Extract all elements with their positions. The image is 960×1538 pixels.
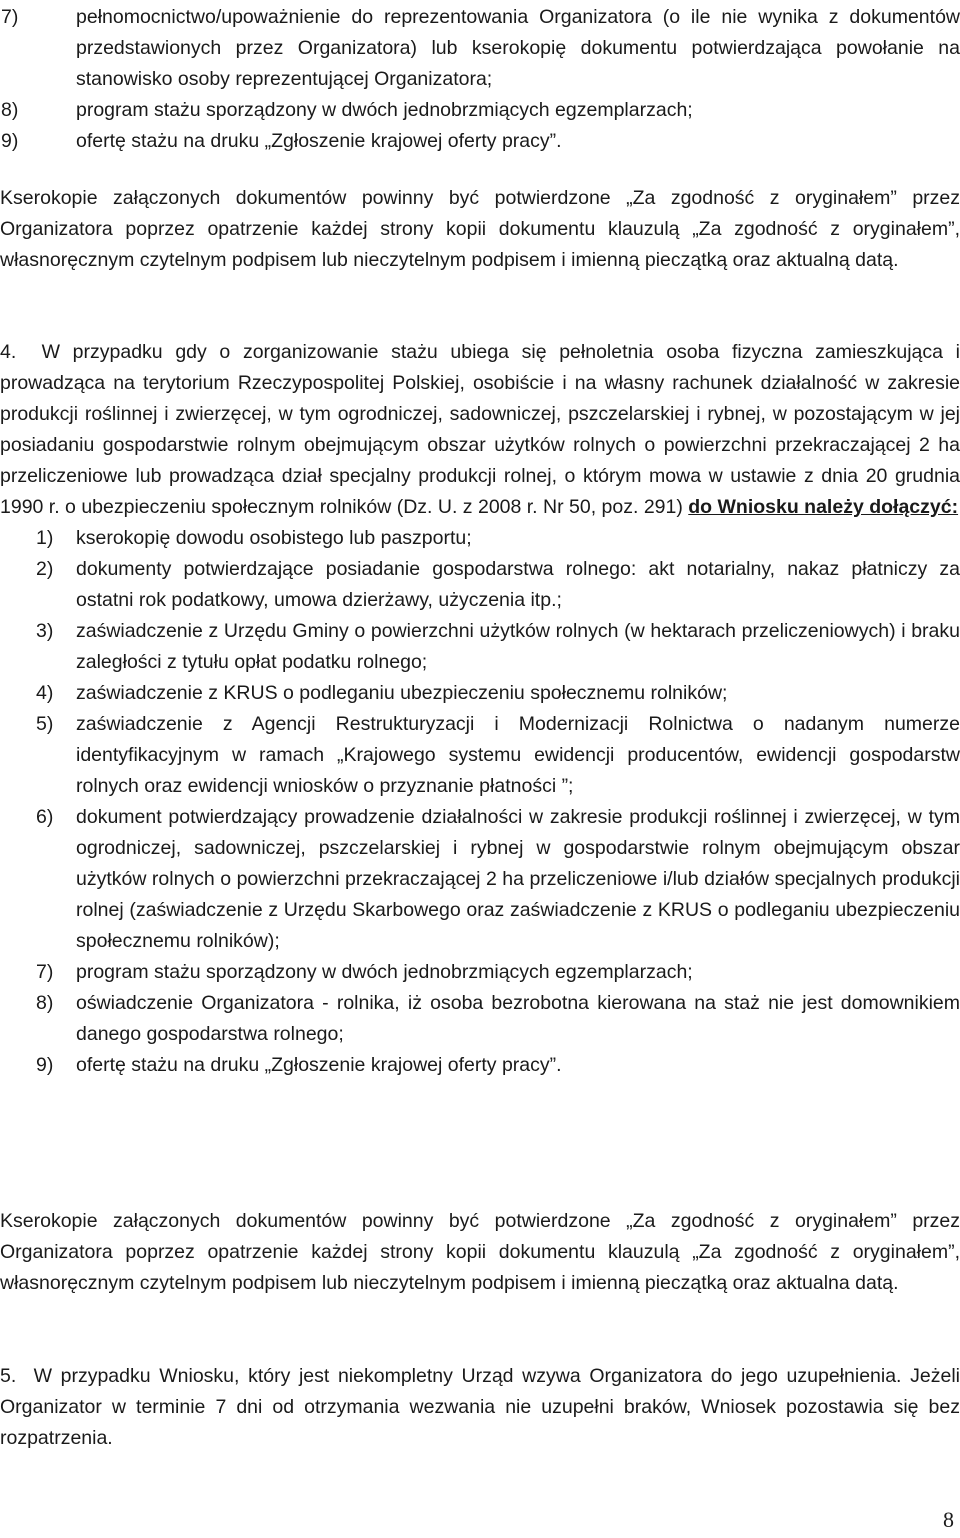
list-item-number: 1) <box>36 527 54 549</box>
section-number: 5. <box>0 1365 17 1387</box>
list-item-text: zaświadczenie z KRUS o podleganiu ubezpieczeniu społecznemu rolników; <box>76 682 728 704</box>
list-item-number: 5) <box>36 713 54 735</box>
list-item-number: 4) <box>36 682 54 704</box>
list-item-text: oświadczenie Organizatora - rolnika, iż osoba bezrobotna kierowana na staż nie jest domownikiem danego gospodarstwa rolnego; <box>76 992 960 1045</box>
list-item-text: zaświadczenie z Urzędu Gminy o powierzchni użytków rolnych (w hektarach przeliczeniowych) i braku zaległości z tytułu opłat podatku rolnego; <box>76 620 960 673</box>
section-5 <box>0 1361 960 1454</box>
list-item-text: zaświadczenie z Agencji Restrukturyzacji i Modernizacji Rolnictwa o nadanym numerze identyfikacyjnym w ramach „Krajowego systemu ewidencji producentów, ewidencji gospodarstw rolnych oraz ewidencji wniosków o przyznanie płatności ”; <box>76 713 960 797</box>
list-item-number: 3) <box>36 620 54 642</box>
list-item-text: ofertę stażu na druku „Zgłoszenie krajowej oferty pracy”. <box>76 1054 562 1076</box>
copies-certification-paragraph: Kserokopie załączonych dokumentów powinny być potwierdzone „Za zgodność z oryginałem” przez Organizatora poprzez opatrzenie każdej strony kopii dokumentu klauzulą „Za zgodność z oryginałem”, własnoręcznym czytelnym podpisem lub nieczytelnym podpisem i imienną pieczątką oraz aktualną datą. <box>0 187 960 271</box>
section-4-text: W przypadku gdy o zorganizowanie stażu ubiega się pełnoletnia osoba fizyczna zamieszkująca i prowadząca na terytorium Rzeczypospolitej Polskiej, osobiście i na własny rachunek działalność w zakresie produkcji roślinnej i zwierzęcej, w tym ogrodniczej, sadowniczej, pszczelarskiej i rybnej, w pozostającym w jej posiadaniu gospodarstwie rolnym obejmującym obszar użytków rolnych o powierzchni przekraczającej 2 ha przeliczeniowe lub prowadząca dział specjalny produkcji rolnej, o którym mowa w ustawie z dnia 20 grudnia 1990 r. o ubezpieczeniu społecznym rolników (Dz. U. z 2008 r. Nr 50, poz. 291) <box>0 341 960 518</box>
list-item-number: 9) <box>36 1054 54 1076</box>
list-item-number: 8) <box>36 992 54 1014</box>
section-4 <box>0 337 960 1081</box>
list-item <box>0 678 960 709</box>
section-4-intro <box>0 337 960 523</box>
list-item-text: dokument potwierdzający prowadzenie działalności w zakresie produkcji roślinnej i zwierzęcej, w tym ogrodniczej, sadowniczej, pszczelarskiej i rybnej w gospodarstwie rolnym obejmującym obszar użytków rolnych o powierzchni przekraczającej 2 ha przeliczeniowe i/lub działów specjalnych produkcji rolnej (zaświadczenie z Urzędu Skarbowego oraz zaświadczenie z KRUS o podleganiu ubezpieczeniu społecznemu rolników); <box>76 806 960 952</box>
list-item-number: 9) <box>1 130 19 152</box>
list-item <box>0 1050 960 1081</box>
list-item-number: 2) <box>36 558 54 580</box>
copies-certification-paragraph: Kserokopie załączonych dokumentów powinny być potwierdzone „Za zgodność z oryginałem” przez Organizatora poprzez opatrzenie każdej strony kopii dokumentu klauzulą „Za zgodność z oryginałem”, własnoręcznym czytelnym podpisem lub nieczytelnym podpisem i imienną pieczątką oraz aktualna datą. <box>0 1210 960 1294</box>
section-number: 4. <box>0 341 17 363</box>
list-item <box>0 2 960 95</box>
list-item-text: pełnomocnictwo/upoważnienie do reprezentowania Organizatora (o ile nie wynika z dokumentów przedstawionych przez Organizatora) lub kserokopię dokumentu potwierdzająca powołanie na stanowisko osoby reprezentującej Organizatora; <box>76 6 960 90</box>
list-item <box>0 988 960 1050</box>
page-number: 8 <box>943 1507 954 1532</box>
list-item <box>0 802 960 957</box>
farmer-attachments-list <box>0 523 960 1081</box>
list-item-text: kserokopię dowodu osobistego lub paszportu; <box>76 527 472 549</box>
list-item-text: ofertę stażu na druku „Zgłoszenie krajowej oferty pracy”. <box>76 130 562 152</box>
list-item <box>0 95 960 126</box>
list-item <box>0 709 960 802</box>
list-item-number: 6) <box>36 806 54 828</box>
list-item <box>0 126 960 157</box>
list-item <box>0 616 960 678</box>
attachments-list-continued <box>0 2 960 157</box>
list-item-text: dokumenty potwierdzające posiadanie gospodarstwa rolnego: akt notarialny, nakaz płatniczy za ostatni rok podatkowy, umowa dzierżawy, użyczenia itp.; <box>76 558 960 611</box>
section-5-text: W przypadku Wniosku, który jest niekompletny Urząd wzywa Organizatora do jego uzupełnienia. Jeżeli Organizator w terminie 7 dni od otrzymania wezwania nie uzupełni braków, Wniosek pozostawia się bez rozpatrzenia. <box>0 1365 960 1449</box>
list-item-text: program stażu sporządzony w dwóch jednobrzmiących egzemplarzach; <box>76 99 693 121</box>
section-4-emphasis: do Wniosku należy dołączyć: <box>688 496 959 518</box>
list-item-number: 7) <box>36 961 54 983</box>
list-item <box>0 957 960 988</box>
list-item <box>0 523 960 554</box>
list-item-text: program stażu sporządzony w dwóch jednobrzmiących egzemplarzach; <box>76 961 693 983</box>
list-item <box>0 554 960 616</box>
list-item-number: 7) <box>1 6 19 28</box>
list-item-number: 8) <box>1 99 19 121</box>
